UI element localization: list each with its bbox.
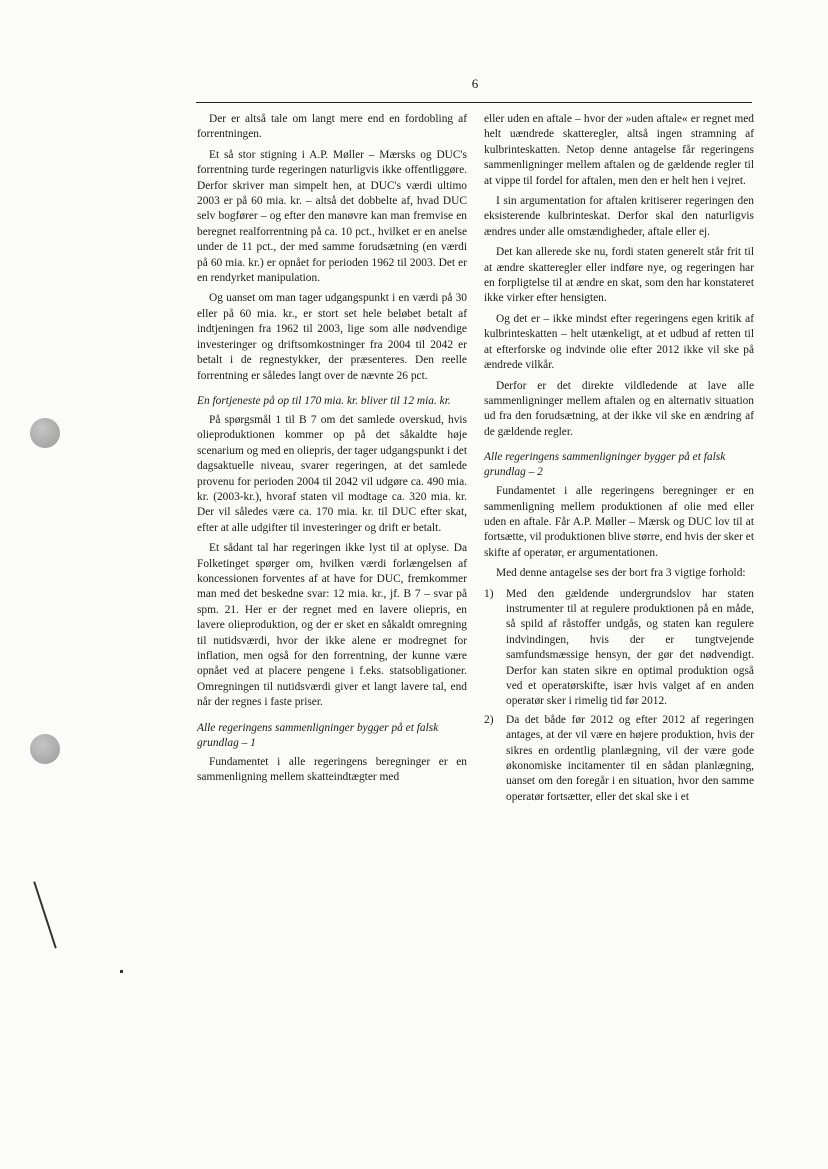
paragraph: eller uden en aftale – hvor der »uden aftale« er regnet med helt uændrede skatteregler, altså ingen stramning af kulbrinteskatten. Netop denne antagelse får regeringens sammenligninger mellem aftalen og de gældende regler til at vippe til fordel for aftalen, men den er helt hen i vejret. (484, 113, 754, 187)
section-heading: Alle regeringens sammenligninger bygger på et falsk grundlag – 2 (484, 451, 726, 479)
page-number: 6 (471, 76, 479, 91)
numbered-list (484, 587, 754, 806)
paragraph: Derfor er det direkte vildledende at lave alle sammenligninger mellem aftalen og en alternativ situation ud fra den forudsætning, at der ikke vil ske en ændring af de gældende regler. (484, 379, 754, 438)
section-heading: En fortjeneste på op til 170 mia. kr. bliver til 12 mia. kr. (197, 394, 451, 407)
scan-mark (120, 970, 123, 973)
paragraph: På spørgsmål 1 til B 7 om det samlede overskud, hvis olieproduktionen kommer op på det såkaldte høje scenarium og med en oliepris, der tager udgangspunkt i det dagsaktuelle niveau, svarer regeringen, at det samlede provenu for perioden 2004 til 2042 vil udgøre ca. 490 mia. kr. (2003-kr.), hvoraf staten vil modtage ca. 320 mia. kr. Der vil således være ca. 170 mia. kr. til DUC efter skat, efter at alle udgifter til investeringer og drift er betalt. (197, 413, 467, 534)
paragraph: Fundamentet i alle regeringens beregninger er en sammenligning mellem skatteindtægter med (197, 755, 467, 784)
list-item (484, 587, 754, 710)
punch-hole-lower (30, 734, 60, 764)
paragraph: Det kan allerede ske nu, fordi staten generelt står frit til at ændre skatteregler eller indføre nye, og regeringen har en forpligtelse til at ændre en skat, som den har konstateret ikke virker efter hensigten. (484, 246, 754, 305)
paragraph: Og uanset om man tager udgangspunkt i en værdi på 30 eller på 60 mia. kr., er stort set hele beløbet betalt af indtjeningen fra 1962 til 2003, lige som alle nødvendige investeringer og driftsomkostninger fra 2004 til 2042 er betalt i de regnestykker, der præsenteres. Den reelle forrentning er således langt over de nævnte 26 pct. (197, 292, 467, 382)
left-column (197, 112, 467, 790)
paragraph: Fundamentet i alle regeringens beregninger er en sammenligning mellem produktionen af olie med eller uden en aftale. Får A.P. Møller – Mærsk og DUC lov til at fortsætte, vil produktionen blive større, end hvis der sker et skifte af operatør, er argumentationen. (484, 485, 754, 559)
scan-mark (33, 881, 56, 948)
paragraph: Et sådant tal har regeringen ikke lyst til at oplyse. Da Folketinget spørger om, hvilken værdi forlængelsen af koncessionen forventes af at have for DUC, fremkommer man med det beskedne svar: 12 mia. kr., jf. B 7 – svar på spm. 21. Her er der regnet med en lavere oliepris, en lavere olieproduktion, og der er sket en såkaldt omregning til nutidsværdi, hvor der ikke alene er modregnet for inflation, men også for den forrentning, der kunne være opnået ved at placere pengene i f.eks. statsobligationer. Omregningen til nutidsværdi giver et langt lavere tal, end når der regnes i faste priser. (197, 542, 467, 709)
paragraph: Et så stor stigning i A.P. Møller – Mærsks og DUC's forrentning turde regeringen naturligvis ikke offentliggøre. Derfor skriver man simpelt hen, at DUC's værdi ultimo 2003 er på 60 mia. kr. – altså det dobbelte af, hvad DUC selv bogfører – og efter den manøvre kan man fremvise en beregnet realforrentning på ca. 10 pct., hvilket er en anelse under de 11 pct., der med samme forudsætning (en værdi på 60 mia. kr.) er opnået for perioden 1962 til 2003. Det er en rendyrket manipulation. (197, 148, 467, 285)
list-item-number: 1) (484, 587, 494, 600)
list-item (484, 713, 754, 805)
right-column (484, 112, 754, 808)
paragraph: Med denne antagelse ses der bort fra 3 vigtige forhold: (496, 567, 746, 580)
list-item-text: Med den gældende undergrundslov har staten instrumenter til at regulere produktionen på en måde, så spild af råstoffer undgås, og staten kan regulere indvindingen, hvis der er tungtvejende samfundsmæssige hensyn, der gør det nødvendigt. Derfor kan staten sikre en optimal produktion også ved et operatørskifte, især hvis valget af en anden operatør sker i rimelig tid før 2012. (506, 587, 754, 708)
paragraph: Og det er – ikke mindst efter regeringens egen kritik af kulbrinteskatten – helt utænkeligt, at et udbud af retten til at efterforske og indvinde olie efter 2012 ikke vil ske på ændrede vilkår. (484, 312, 754, 372)
paragraph: I sin argumentation for aftalen kritiserer regeringen den eksisterende kulbrinteskat. Derfor skal den naturligvis ændres under alle omstændigheder, aftale eller ej. (484, 195, 754, 238)
paragraph: Der er altså tale om langt mere end en fordobling af forrentningen. (197, 113, 467, 141)
list-item-number: 2) (484, 713, 494, 726)
punch-hole-upper (30, 418, 60, 448)
section-heading: Alle regeringens sammenligninger bygger på et falsk grundlag – 1 (197, 721, 439, 749)
list-item-text: Da det både før 2012 og efter 2012 af regeringen antages, at der vil være en højere produktion, hvis der sikres en ordentlig planlægning, vil der være gode økonomiske incitamenter til en sådan planlægning, uanset om den foregår i en situation, hvor den samme operatør fortsætter, eller det skal ske i et (506, 713, 754, 803)
header-rule (196, 102, 752, 103)
